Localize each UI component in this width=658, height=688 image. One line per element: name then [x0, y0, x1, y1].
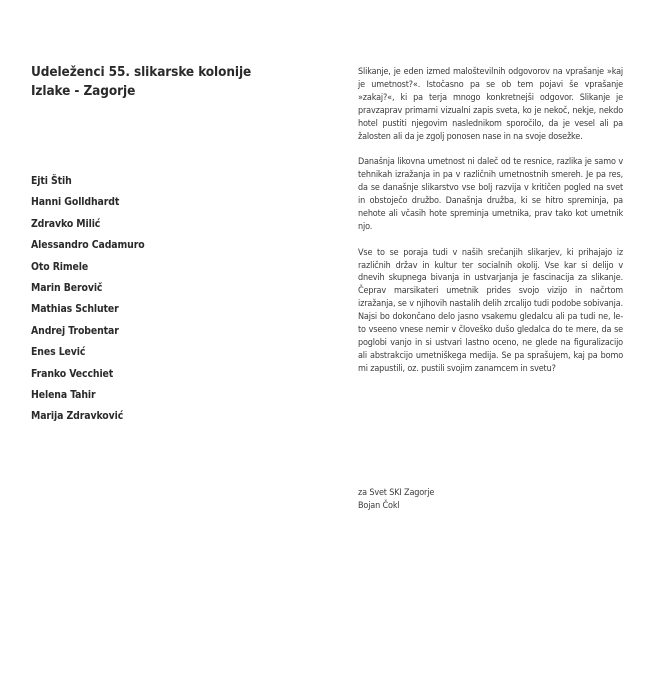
- participant-name: Hanni Golldhardt: [31, 196, 120, 209]
- title-line-1: Udeleženci 55. slikarske kolonije: [31, 64, 252, 80]
- participant-name: Zdravko Milić: [31, 217, 101, 230]
- participant-name: Andrej Trobentar: [31, 324, 119, 337]
- page-title: [31, 63, 311, 101]
- essay-paragraph: Vse to se poraja tudi v naših srečanjih slikarjev, ki prihajajo iz različnih držav in kultur ter socialnih okolij. Vse kar si delijo v dnevih skupnega bivanja in ustvarjanja je fascinacija za slikanje. Čeprav marsikateri umetnik prides svojo vizijo in načrtom izražanja, se v njihovih nastalih delih zrcalijo tudi podobe sobivanja. Najsi bo dokončano delo jasno vsakemu gledalcu ali pa tudi ne, le-to vseeno vnese nemir v človeško dušo gledalca do te mere, da se poglobi vanjo in si ustvari lastno oceno, ne glede na figuralizacijo ali abstrakcijo umetniškega medija. Se pa sprašujem, kaj pa bomo mi zapustili, oz. pustili svojim zanamcem in svetu?: [358, 247, 623, 374]
- participant-name: Oto Rimele: [31, 260, 89, 273]
- participant-name: Marija Zdravković: [31, 410, 124, 423]
- signature-organization: za Svet SKI Zagorje: [358, 488, 435, 498]
- essay-paragraph: Današnja likovna umetnost ni daleč od te resnice, razlika je samo v tehnikah izražanja in pa v različnih umetnostnih smereh. Je pa res, da se današnje slikarstvo vse bolj razvija v kritičen pogled na svet in obstoječo družbo. Današnja družba, ki se hitro spreminja, pa nehote ali včasih hote spreminja umetnika, prav tako kot umetnik njo.: [358, 157, 623, 232]
- participant-name: Enes Lević: [31, 346, 86, 359]
- participants-list: [31, 175, 145, 432]
- participant-name: Ejti Štih: [31, 175, 72, 187]
- participant-name: Marin Berovič: [31, 281, 103, 294]
- participant-name: Mathias Schluter: [31, 303, 119, 316]
- title-line-2: Izlake - Zagorje: [31, 83, 136, 99]
- participant-name: Franko Vecchiet: [31, 367, 114, 380]
- participant-name: Helena Tahir: [31, 388, 96, 401]
- essay-paragraph: Slikanje, je eden izmed maloštevilnih odgovorov na vprašanje »kaj je umetnost?«. Istočasno pa se ob tem pojavi še vprašanje »zakaj?«, ki pa terja mnogo konkretnejši odgovor. Slikanje je pravzaprav primarni vizualni zapis sveta, ko je nekoč, nekje, nekdo hotel pustiti njegovim naslednikom sporočilo, da je vesel ali pa žalosten ali da je zgolj ponosen nase in na svoje dosežke.: [358, 67, 623, 142]
- essay-text: [358, 66, 623, 389]
- participant-name: Alessandro Cadamuro: [31, 239, 145, 252]
- signature-author: Bojan Čokl: [358, 500, 400, 511]
- signature-block: [358, 487, 434, 512]
